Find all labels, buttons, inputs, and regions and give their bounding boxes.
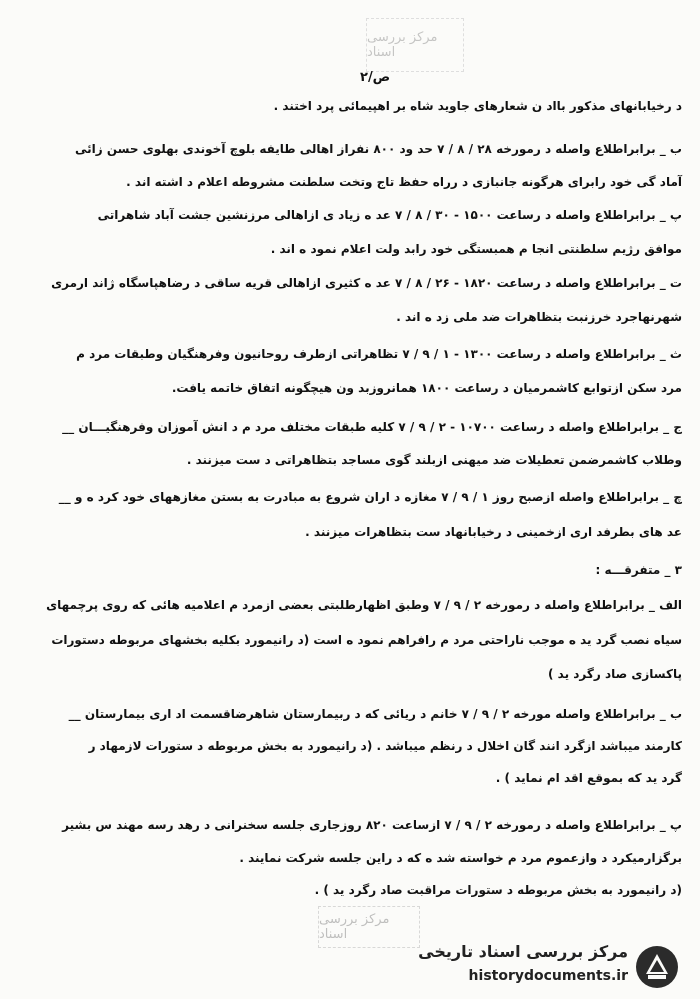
footer-title: مرکز بررسی اسناد تاریخی	[418, 942, 628, 961]
doc-line: وطلاب کاشمرضمن تعطیلات ضد میهنی ازبلند گوی مساجد بتظاهراتی د ست میزنند .	[186, 453, 682, 467]
doc-line: د رخیابانهای مذکور بااد ن شعارهای جاوید شاه بر اهپیمائی پرد اختند .	[273, 99, 682, 113]
doc-line: کارمند میباشد ازگرد انند گان اخلال د رنظم میباشد . (د رانیمورد به بخش مربوطه د ستورات لازمهاد ر	[88, 739, 682, 753]
doc-line: گرد ید که بموقع اقد ام نماید ) .	[495, 771, 682, 785]
page-number: ص/۲	[360, 70, 391, 85]
doc-line: ب _ برابراطلاع واصله مورخه ۲ / ۹ / ۷ خانم د ریائی که د ربیمارستان شاهرضاقسمت اد اری بیمارستان __	[68, 707, 682, 721]
doc-line: پ _ برابراطلاع واصله د رساعت ۱۵۰۰ - ۳۰ / ۸ / ۷ عد ه زیاد ی ازاهالی مرزنشین جشت آباد شاهراتی	[97, 208, 682, 222]
doc-line: موافق رژیم سلطنتی انجا م همبستگی خود رابد ولت اعلام نمود ه اند .	[270, 242, 682, 256]
doc-line: (د رانیمورد به بخش مربوطه د ستورات مراقبت صاد رگرد ید ) .	[314, 883, 682, 897]
doc-line: پاکسازی صاد رگرد ید )	[547, 667, 682, 681]
doc-line: سیاه نصب گرد ید ه موجب ناراحتی مرد م رافراهم نمود ه است (د رانیمورد بکلیه بخشهای مربوطه دستورات	[51, 633, 682, 647]
doc-line: شهرنهاجرد خرزنبت بتظاهرات ضد ملی زد ه اند .	[396, 310, 682, 324]
doc-line: عد های بطرفد اری ازخمینی د رخیابانهاد ست بتظاهرات میزنند .	[305, 525, 682, 539]
footer-url: historydocuments.ir	[468, 968, 628, 984]
archive-stamp-bottom: مرکز بررسی اسناد	[318, 906, 420, 948]
doc-line: ث _ برابراطلاع واصله د رساعت ۱۳۰۰ - ۱ / ۹ / ۷ تظاهراتی ازطرف روحانیون وفرهنگیان وطبقات مرد م	[76, 347, 682, 361]
doc-line: ج _ برابراطلاع واصله د رساعت ۱۰۷۰۰ - ۲ / ۹ / ۷ کلیه طبقات مختلف مرد م د انش آموزان وفرهنگیـــان __	[62, 420, 682, 434]
doc-line: ب _ برابراطلاع واصله د رمورخه ۲۸ / ۸ / ۷ حد ود ۸۰۰ نفراز اهالی طایفه بلوچ آخوندی بهلوی حسن زائی	[75, 142, 682, 156]
doc-line: مرد سکن ازتوابع کاشمرمیان د رساعت ۱۸۰۰ همانروزبد ون هیچگونه اتفاق خاتمه یافت.	[171, 381, 682, 395]
watermark-footer	[416, 930, 686, 994]
archive-stamp-top: مرکز بررسی اسناد	[366, 18, 464, 72]
doc-line: آماد گی خود رابرای هرگونه جانبازی د رراه حفظ تاج وتخت سلطنت مشروطه اعلام د اشته اند .	[126, 175, 682, 189]
doc-line: الف _ برابراطلاع واصله د رمورخه ۲ / ۹ / ۷ وطبق اظهارطلبتی بعضی ازمرد م اعلامیه هائی که روی پرچمهای	[46, 598, 682, 612]
doc-line: ت _ برابراطلاع واصله د رساعت ۱۸۲۰ - ۲۶ / ۸ / ۷ عد ه کثیری ازاهالی قریه ساقی د رضاهپاسگاه ژاند ارمری	[51, 276, 682, 290]
doc-line: پ _ برابراطلاع واصله د رمورخه ۲ / ۹ / ۷ ازساعت ۸۲۰ روزجاری جلسه سخنرانی د رهد رسه مهند س بشیر	[62, 818, 682, 832]
archive-logo-icon	[634, 944, 680, 990]
doc-line: برگزارمیکرد د وازعموم مرد م خواسته شد ه که د راین جلسه شرکت نمایند .	[239, 851, 682, 865]
section-heading: ۳ _ متفرقـــه :	[595, 563, 682, 577]
doc-line: چ _ برابراطلاع واصله ازصبح روز ۱ / ۹ / ۷ مغازه د اران شروع به مبادرت به بستن مغازههای خود کرد ه و __	[58, 490, 682, 504]
